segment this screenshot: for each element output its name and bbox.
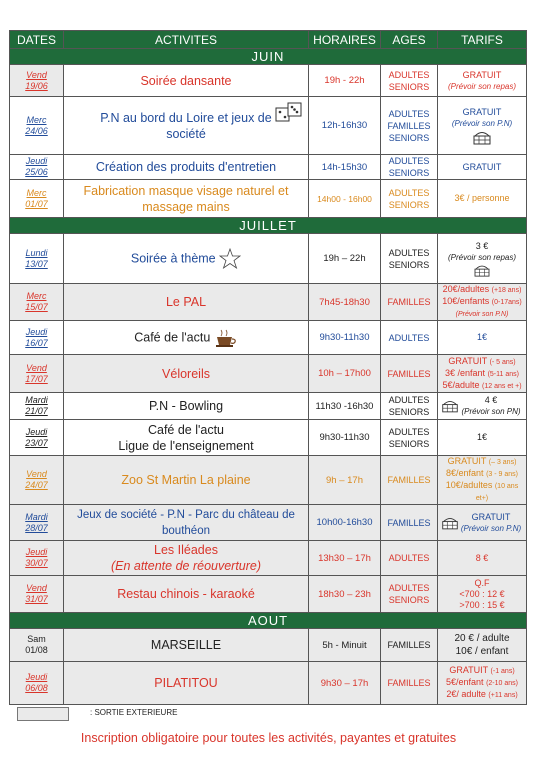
table-row bbox=[10, 355, 527, 393]
age-cell bbox=[381, 65, 438, 97]
price-cell bbox=[438, 662, 527, 705]
date-cell bbox=[10, 321, 64, 355]
activity-cell bbox=[64, 155, 309, 180]
price-cell bbox=[438, 321, 527, 355]
price-label: GRATUIT bbox=[462, 161, 502, 172]
table-row bbox=[10, 180, 527, 218]
day-label: Vend bbox=[26, 469, 47, 479]
day-label: Vend bbox=[26, 69, 47, 80]
activity-name: Café de l'actu bbox=[134, 329, 211, 344]
price-cell bbox=[438, 180, 527, 218]
table-row bbox=[10, 97, 527, 155]
activity-name: Soirée à thème bbox=[130, 250, 216, 265]
month-label: JUILLET bbox=[10, 218, 527, 234]
date-label: 06/08 bbox=[25, 683, 48, 693]
activity-name: Les Iléades bbox=[154, 543, 218, 557]
date-label: 21/07 bbox=[25, 406, 48, 416]
day-label: Merc bbox=[26, 187, 47, 198]
price-cell bbox=[438, 505, 527, 541]
price-note: (3 - 9 ans) bbox=[486, 471, 518, 478]
time-cell: 12h-16h30 bbox=[309, 97, 381, 155]
time-cell: 5h - Minuit bbox=[309, 629, 381, 662]
activity-cell bbox=[64, 576, 309, 613]
price-label: 5€/adulte bbox=[442, 379, 480, 390]
price-label: 3€ / personne bbox=[454, 193, 510, 203]
activity-cell bbox=[64, 321, 309, 355]
month-row-juillet bbox=[10, 218, 527, 234]
activity-cell bbox=[64, 662, 309, 705]
date-label: 24/06 bbox=[25, 125, 48, 136]
day-label: Jeudi bbox=[25, 672, 48, 682]
activity-cell bbox=[64, 355, 309, 393]
activity-cell bbox=[64, 65, 309, 97]
price-cell bbox=[438, 284, 527, 321]
picnic-basket-icon bbox=[471, 131, 493, 141]
age-label: FAMILLES bbox=[387, 640, 431, 650]
date-label: 30/07 bbox=[25, 558, 48, 568]
price-note: (Prévoir son P.N) bbox=[455, 311, 509, 318]
price-cell bbox=[438, 456, 527, 505]
date-cell bbox=[10, 420, 64, 456]
age-cell bbox=[381, 155, 438, 180]
table-row bbox=[10, 505, 527, 541]
header-row bbox=[10, 31, 527, 49]
price-label: GRATUIT bbox=[462, 69, 502, 80]
time-cell: 19h - 22h bbox=[309, 65, 381, 97]
day-label: Lundi bbox=[25, 247, 48, 258]
day-label: Jeudi bbox=[25, 426, 48, 437]
age-label: SENIORS bbox=[388, 438, 430, 449]
date-label: 28/07 bbox=[25, 522, 48, 533]
day-label: Mardi bbox=[25, 511, 48, 522]
activity-subtitle: bouthéon bbox=[162, 524, 210, 537]
price-label: GRATUIT bbox=[447, 456, 487, 466]
price-note: (- 5 ans) bbox=[489, 358, 516, 366]
age-label: SENIORS bbox=[388, 595, 430, 605]
price-cell bbox=[438, 65, 527, 97]
activity-cell bbox=[64, 234, 309, 284]
age-label: ADULTES bbox=[388, 426, 430, 437]
date-label: 16/07 bbox=[25, 337, 48, 348]
age-cell bbox=[381, 505, 438, 541]
activity-subtitle: massage mains bbox=[142, 199, 230, 214]
activity-name: Soirée dansante bbox=[140, 73, 232, 88]
date-label: 01/08 bbox=[25, 645, 48, 655]
time-cell: 7h45-18h30 bbox=[309, 284, 381, 321]
day-label: Vend bbox=[26, 362, 47, 373]
price-label: 5€/enfant bbox=[446, 677, 484, 687]
activity-cell bbox=[64, 97, 309, 155]
star-icon bbox=[219, 251, 241, 265]
day-label: Mardi bbox=[25, 395, 48, 405]
price-note: (+18 ans) bbox=[491, 287, 522, 294]
price-note: (10 ans et+) bbox=[475, 483, 519, 502]
price-cell bbox=[438, 234, 527, 284]
time-cell: 9h30-11h30 bbox=[309, 420, 381, 456]
age-label: SENIORS bbox=[388, 132, 430, 143]
activity-name: PILATITOU bbox=[154, 676, 218, 690]
age-label: FAMILLES bbox=[387, 120, 431, 131]
age-cell bbox=[381, 393, 438, 420]
header-dates: DATES bbox=[10, 31, 64, 49]
time-cell: 19h – 22h bbox=[309, 234, 381, 284]
price-label: GRATUIT bbox=[449, 665, 489, 675]
age-cell bbox=[381, 629, 438, 662]
age-cell bbox=[381, 662, 438, 705]
day-label: Vend bbox=[26, 583, 47, 593]
activity-name: Véloreils bbox=[162, 366, 210, 381]
age-label: SENIORS bbox=[388, 259, 430, 270]
exterior-legend-swatch bbox=[17, 707, 69, 721]
price-cell bbox=[438, 629, 527, 662]
table-row bbox=[10, 284, 527, 321]
price-note: (Prévoir son P.N) bbox=[460, 523, 522, 533]
price-cell bbox=[438, 420, 527, 456]
price-label: 8 € bbox=[475, 552, 489, 563]
price-label: GRATUIT bbox=[448, 355, 488, 366]
header-ages: AGES bbox=[381, 31, 438, 49]
date-cell bbox=[10, 393, 64, 420]
activity-name: Zoo St Martin La plaine bbox=[121, 473, 251, 487]
activity-name: Fabrication masque visage naturel et bbox=[83, 183, 289, 198]
age-label: ADULTES bbox=[388, 553, 430, 563]
date-label: 23/07 bbox=[25, 437, 48, 448]
price-cell bbox=[438, 355, 527, 393]
date-cell bbox=[10, 629, 64, 662]
date-cell bbox=[10, 541, 64, 576]
time-cell: 14h00 - 16h00 bbox=[309, 180, 381, 218]
price-cell bbox=[438, 393, 527, 420]
month-row-aout bbox=[10, 613, 527, 629]
schedule-table bbox=[9, 30, 527, 705]
table-row bbox=[10, 393, 527, 420]
date-cell bbox=[10, 65, 64, 97]
activity-cell bbox=[64, 393, 309, 420]
activity-subtitle: (En attente de réouverture) bbox=[110, 559, 262, 573]
activity-name: P.N au bord du Loire et jeux de bbox=[100, 110, 272, 125]
age-label: SENIORS bbox=[388, 168, 430, 178]
age-cell bbox=[381, 456, 438, 505]
age-cell bbox=[381, 97, 438, 155]
price-note: (2-10 ans) bbox=[486, 680, 518, 687]
time-cell: 13h30 – 17h bbox=[309, 541, 381, 576]
date-label: 01/07 bbox=[25, 198, 48, 209]
date-label: 19/06 bbox=[25, 80, 48, 91]
price-note: (Prévoir son repas) bbox=[447, 252, 517, 262]
age-label: FAMILLES bbox=[387, 678, 431, 688]
price-note: (0-17ans) bbox=[491, 299, 522, 306]
price-label: 4 € bbox=[484, 395, 498, 405]
price-note: (-1 ans) bbox=[490, 668, 515, 675]
activity-subtitle: société bbox=[166, 126, 206, 141]
date-cell bbox=[10, 155, 64, 180]
date-label: 25/06 bbox=[25, 167, 48, 177]
activity-name: Restau chinois - karaoké bbox=[117, 587, 255, 601]
price-note: (+11 ans) bbox=[488, 692, 518, 699]
age-label: SENIORS bbox=[388, 199, 430, 210]
date-cell bbox=[10, 234, 64, 284]
age-cell bbox=[381, 541, 438, 576]
age-label: FAMILLES bbox=[387, 475, 431, 485]
time-cell: 9h – 17h bbox=[309, 456, 381, 505]
exterior-legend-label: : SORTIE EXTERIEURE bbox=[90, 708, 178, 717]
age-label: ADULTES bbox=[388, 247, 430, 258]
price-label: 1€ bbox=[476, 332, 487, 342]
age-cell bbox=[381, 420, 438, 456]
date-label: 13/07 bbox=[25, 258, 48, 269]
time-cell: 10h00-16h30 bbox=[309, 505, 381, 541]
age-cell bbox=[381, 234, 438, 284]
price-cell bbox=[438, 541, 527, 576]
price-label: GRATUIT bbox=[462, 106, 502, 117]
price-label: 20€/adultes bbox=[442, 284, 490, 294]
age-label: FAMILLES bbox=[387, 297, 431, 307]
date-cell bbox=[10, 662, 64, 705]
header-activites: ACTIVITES bbox=[64, 31, 309, 49]
price-note: (12 ans et +) bbox=[482, 382, 522, 390]
age-cell bbox=[381, 321, 438, 355]
price-label: 8€/enfant bbox=[446, 468, 484, 478]
day-label: Jeudi bbox=[25, 156, 48, 166]
price-label: 1€ bbox=[476, 432, 487, 442]
day-label: Merc bbox=[26, 291, 47, 301]
price-label: 10€/adultes bbox=[445, 480, 493, 490]
month-row-juin bbox=[10, 49, 527, 65]
header-tarifs: TARIFS bbox=[438, 31, 527, 49]
activity-schedule bbox=[9, 30, 526, 705]
date-label: 15/07 bbox=[25, 302, 48, 312]
date-cell bbox=[10, 456, 64, 505]
price-note: (5-11 ans) bbox=[487, 370, 519, 378]
age-label: ADULTES bbox=[388, 156, 430, 166]
age-cell bbox=[381, 576, 438, 613]
activity-name: MARSEILLE bbox=[150, 638, 222, 652]
price-cell bbox=[438, 155, 527, 180]
activity-subtitle: Ligue de l'enseignement bbox=[118, 438, 254, 453]
activity-cell bbox=[64, 505, 309, 541]
time-cell: 14h-15h30 bbox=[309, 155, 381, 180]
activity-cell bbox=[64, 180, 309, 218]
table-row bbox=[10, 420, 527, 456]
header-horaires: HORAIRES bbox=[309, 31, 381, 49]
age-label: SENIORS bbox=[388, 81, 430, 92]
price-note: (– 3 ans) bbox=[488, 459, 517, 466]
age-cell bbox=[381, 180, 438, 218]
table-row bbox=[10, 576, 527, 613]
registration-notice: Inscription obligatoire pour toutes les activités, payantes et gratuites bbox=[80, 731, 457, 745]
activity-name: Café de l'actu bbox=[147, 422, 225, 437]
date-cell bbox=[10, 505, 64, 541]
picnic-basket-icon bbox=[471, 264, 493, 274]
price-label: GRATUIT bbox=[471, 511, 511, 522]
date-cell bbox=[10, 180, 64, 218]
age-label: SENIORS bbox=[388, 407, 430, 417]
activity-name: P.N - Bowling bbox=[148, 399, 224, 413]
activity-name: Le PAL bbox=[165, 295, 207, 309]
table-row bbox=[10, 321, 527, 355]
age-label: FAMILLES bbox=[387, 368, 431, 379]
price-label: Q.F bbox=[474, 577, 490, 588]
date-label: 24/07 bbox=[25, 480, 48, 490]
age-label: ADULTES bbox=[388, 187, 430, 198]
price-label: 3 € bbox=[475, 240, 489, 251]
price-label: 3€ /enfant bbox=[445, 367, 486, 378]
activity-cell bbox=[64, 541, 309, 576]
price-note: (Prévoir son repas) bbox=[447, 81, 517, 91]
price-label: >700 : 15 € bbox=[459, 599, 505, 610]
date-cell bbox=[10, 97, 64, 155]
table-row bbox=[10, 155, 527, 180]
age-label: ADULTES bbox=[388, 108, 430, 119]
age-cell bbox=[381, 284, 438, 321]
age-cell bbox=[381, 355, 438, 393]
picnic-basket-icon bbox=[440, 515, 460, 530]
date-label: 17/07 bbox=[25, 373, 48, 384]
time-cell: 9h30 – 17h bbox=[309, 662, 381, 705]
activity-cell bbox=[64, 420, 309, 456]
table-row bbox=[10, 629, 527, 662]
table-row bbox=[10, 662, 527, 705]
table-row bbox=[10, 65, 527, 97]
time-cell: 9h30-11h30 bbox=[309, 321, 381, 355]
table-row bbox=[10, 541, 527, 576]
time-cell: 18h30 – 23h bbox=[309, 576, 381, 613]
day-label: Merc bbox=[26, 114, 47, 125]
activity-cell bbox=[64, 456, 309, 505]
picnic-basket-icon bbox=[440, 398, 460, 413]
time-cell: 10h – 17h00 bbox=[309, 355, 381, 393]
activity-cell bbox=[64, 629, 309, 662]
age-label: ADULTES bbox=[388, 583, 430, 593]
activity-name: Création des produits d'entretien bbox=[95, 160, 277, 174]
price-note: (Prévoir son P.N) bbox=[451, 118, 513, 128]
date-label: 31/07 bbox=[25, 594, 48, 604]
price-label: 10€ / enfant bbox=[455, 646, 509, 657]
price-label: 2€/ adulte bbox=[446, 689, 486, 699]
activity-cell bbox=[64, 284, 309, 321]
price-label: 20 € / adulte bbox=[454, 633, 510, 644]
coffee-cup-icon bbox=[214, 330, 238, 344]
price-cell bbox=[438, 576, 527, 613]
activity-name: Jeux de société - P.N - Parc du château de bbox=[77, 508, 295, 521]
day-label: Jeudi bbox=[25, 547, 48, 557]
age-label: FAMILLES bbox=[387, 517, 431, 528]
age-label: ADULTES bbox=[388, 395, 430, 405]
price-note: (Prévoir son PN) bbox=[461, 407, 521, 416]
price-label: <700 : 12 € bbox=[459, 588, 505, 599]
dice-icon bbox=[274, 101, 304, 123]
day-label: Sam bbox=[27, 634, 46, 644]
age-label: ADULTES bbox=[388, 332, 430, 343]
month-label: AOUT bbox=[10, 613, 527, 629]
price-label: 10€/enfants bbox=[442, 296, 490, 306]
day-label: Jeudi bbox=[25, 326, 48, 337]
time-cell: 11h30 -16h30 bbox=[309, 393, 381, 420]
age-label: ADULTES bbox=[388, 69, 430, 80]
date-cell bbox=[10, 355, 64, 393]
month-label: JUIN bbox=[10, 49, 527, 65]
price-cell bbox=[438, 97, 527, 155]
table-row bbox=[10, 234, 527, 284]
table-row bbox=[10, 456, 527, 505]
date-cell bbox=[10, 576, 64, 613]
date-cell bbox=[10, 284, 64, 321]
